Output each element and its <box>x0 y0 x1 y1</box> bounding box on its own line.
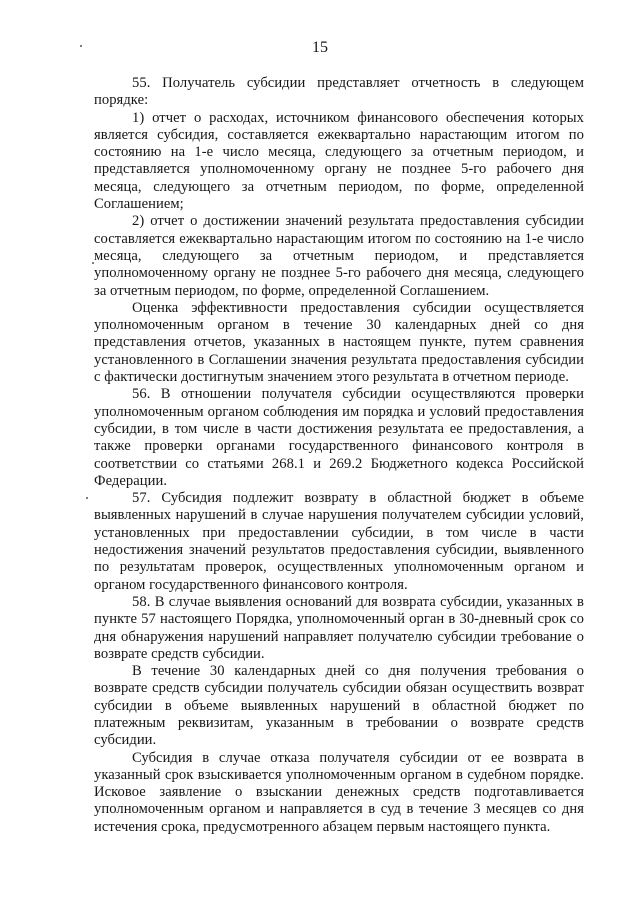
paragraph-56: 56. В отношении получателя субсидии осуществляются проверки уполномоченным органом соблюдения им порядка и условий предоставления субсидии, в том числе в части достижения результата ее предоставления, а также проверки органами государственного финансового контроля в соответствии со статьями 268.1 и 269.2 Бюджетного кодекса Российской Федерации. <box>94 386 584 489</box>
paragraph-58-repayment: В течение 30 календарных дней со дня получения требования о возврате средств субсидии получатель субсидии обязан осуществить возврат субсидии в объеме выявленных нарушений в областной бюджет по платежным реквизитам, указанным в требовании о возврате средств субсидии. <box>94 663 584 749</box>
paragraph-55-item-1: 1) отчет о расходах, источником финансового обеспечения которых является субсидия, составляется ежеквартально нарастающим итогом по состоянию на 1-е число месяца, следующего за отчетным периодом, и представляется уполномоченному органу не позднее 5-го рабочего дня месяца, следующего за отчетным периодом, по форме, определенной Соглашением; <box>94 109 584 213</box>
document-body <box>94 75 584 836</box>
scan-speck <box>80 45 82 47</box>
paragraph-55: 55. Получатель субсидии представляет отчетность в следующем порядке: <box>94 75 584 109</box>
paragraph-55-item-2: 2) отчет о достижении значений результата предоставления субсидии составляется ежеквартально нарастающим итогом по состоянию на 1-е число месяца, следующего за отчетным периодом, и представляется уполномоченному органу не позднее 5-го рабочего дня месяца, следующего за отчетным периодом, по форме, определенной Соглашением. <box>94 213 584 299</box>
paragraph-55-evaluation: Оценка эффективности предоставления субсидии осуществляется уполномоченным органом в течение 30 календарных дней со дня представления отчетов, указанных в настоящем пункте, путем сравнения установленного в Соглашении значения результата предоставления субсидии с фактически достигнутым значением этого результата в отчетном периоде. <box>94 299 584 386</box>
paragraph-58: 58. В случае выявления оснований для возврата субсидии, указанных в пункте 57 настоящего Порядка, уполномоченный орган в 30-дневный срок со дня обнаружения нарушений направляет получателю субсидии требование о возврате средств субсидии. <box>94 593 584 662</box>
paragraph-57: 57. Субсидия подлежит возврату в областной бюджет в объеме выявленных нарушений в случае нарушения получателем субсидии условий, установленных при предоставлении субсидии, в том числе в части недостижения значений результатов предоставления субсидии, выявленного по результатам проверок, осуществленных уполномоченным органом и органом государственного финансового контроля. <box>94 490 584 593</box>
paragraph-58-court: Субсидия в случае отказа получателя субсидии от ее возврата в указанный срок взыскивается уполномоченным органом в судебном порядке. Исковое заявление о взыскании денежных средств подготавливается уполномоченным органом и направляется в суд в течение 3 месяцев со дня истечения срока, предусмотренного абзацем первым настоящего пункта. <box>94 749 584 835</box>
page-number: 15 <box>312 39 328 56</box>
scan-speck <box>92 262 94 264</box>
scan-speck <box>86 497 88 499</box>
